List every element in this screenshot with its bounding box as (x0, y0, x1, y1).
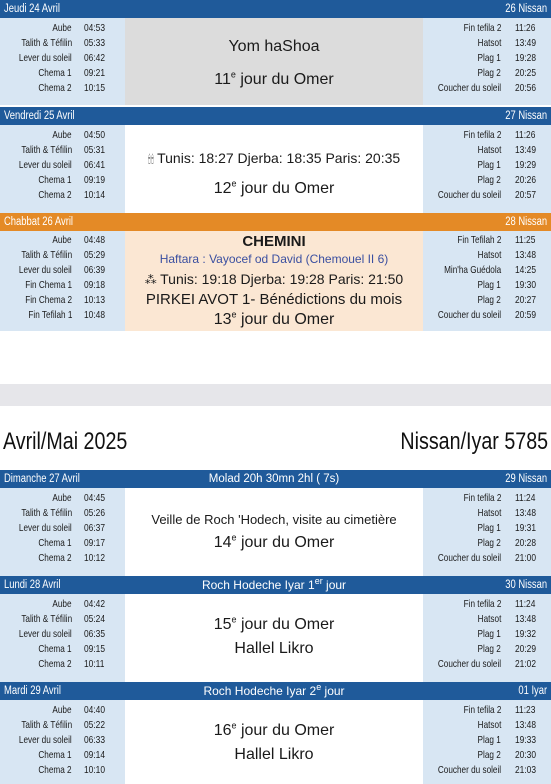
omer-line: 11e jour du Omer (214, 69, 334, 88)
time-value: 19:32 (515, 628, 537, 640)
day-date: Jeudi 24 Avril (4, 3, 60, 15)
haftara-line: Haftara : Vayocef od David (Chemouel II 6) (159, 252, 389, 266)
time-label: Plag 2 (477, 294, 501, 306)
time-row (0, 657, 125, 672)
time-row (0, 703, 125, 718)
time-label: Fin tefila 2 (463, 492, 501, 504)
time-label: Aube (52, 704, 72, 716)
time-row (423, 627, 551, 642)
time-row (423, 718, 551, 733)
day-content (125, 700, 423, 784)
page-separator (0, 384, 551, 406)
time-value: 05:33 (84, 37, 106, 49)
time-label: Fin Chema 1 (25, 279, 72, 291)
time-row (423, 657, 551, 672)
time-label: Chema 2 (38, 189, 72, 201)
time-value: 10:12 (84, 552, 106, 564)
time-value: 20:27 (515, 294, 537, 306)
times-right (423, 488, 551, 576)
day-content (125, 231, 423, 331)
time-value: 09:18 (84, 279, 106, 291)
time-row (0, 551, 125, 566)
time-label: Fin tefila 2 (463, 704, 501, 716)
time-row (423, 733, 551, 748)
time-row (0, 263, 125, 278)
time-label: Chema 1 (38, 67, 72, 79)
omer-line: 13e jour du Omer (213, 309, 335, 328)
time-label: Chema 2 (38, 82, 72, 94)
time-label: Fin tefila 2 (463, 22, 501, 34)
time-label: Coucher du soleil (437, 764, 501, 776)
hallel-line: Hallel Likro (234, 746, 314, 763)
time-row (0, 233, 125, 248)
time-label: Chema 2 (38, 552, 72, 564)
time-row (423, 763, 551, 778)
time-value: 05:26 (84, 507, 106, 519)
times-left (0, 488, 125, 576)
time-label: Chema 2 (38, 764, 72, 776)
time-value: 10:11 (84, 658, 105, 670)
time-value: 21:00 (515, 552, 537, 564)
candle-times-line (125, 150, 423, 167)
time-row (423, 278, 551, 293)
time-value: 05:22 (84, 719, 106, 731)
time-value: 04:50 (84, 129, 106, 141)
day-content (125, 488, 423, 576)
times-right (423, 594, 551, 682)
parasha-name: CHEMINI (242, 233, 306, 250)
time-value: 05:29 (84, 249, 106, 261)
time-row (0, 128, 125, 143)
day-block-chabbat (0, 213, 551, 331)
time-label: Min'ha Guédola (443, 264, 501, 276)
time-value: 19:31 (515, 522, 537, 534)
omer-line: 15e jour du Omer (213, 614, 335, 633)
day-date: Mardi 29 Avril (4, 685, 61, 697)
time-label: Lever du soleil (19, 264, 72, 276)
time-value: 05:31 (84, 144, 106, 156)
time-label: Coucher du soleil (437, 309, 501, 321)
time-label: Hatsot (477, 249, 501, 261)
day-block-mardi (0, 682, 551, 784)
time-row (0, 173, 125, 188)
time-label: Fin tefila 2 (463, 598, 501, 610)
time-row (423, 263, 551, 278)
times-left (0, 125, 125, 213)
time-label: Aube (52, 492, 72, 504)
time-value: 19:28 (515, 52, 537, 64)
time-row (423, 642, 551, 657)
time-row (0, 748, 125, 763)
time-row (423, 36, 551, 51)
time-row (0, 536, 125, 551)
time-value: 20:56 (515, 82, 537, 94)
time-label: Lever du soleil (19, 734, 72, 746)
time-value: 04:42 (84, 598, 106, 610)
time-label: Fin Tefilah 1 (27, 309, 72, 321)
time-value: 04:45 (84, 492, 106, 504)
time-label: Chema 1 (38, 749, 72, 761)
times-left (0, 700, 125, 784)
time-row (423, 293, 551, 308)
time-row (0, 308, 125, 323)
time-value: 20:25 (515, 67, 537, 79)
time-row (0, 143, 125, 158)
time-label: Fin tefila 2 (463, 129, 501, 141)
time-row (423, 188, 551, 203)
time-label: Plag 2 (477, 749, 501, 761)
times-right (423, 700, 551, 784)
time-row (0, 66, 125, 81)
omer-line: 16e jour du Omer (213, 720, 335, 739)
time-label: Talith & Téfilin (21, 507, 72, 519)
time-label: Fin Tefilah 2 (456, 234, 501, 246)
time-value: 04:48 (84, 234, 106, 246)
time-value: 11:25 (515, 234, 536, 246)
times-right (423, 125, 551, 213)
pirkei-avot-line: PIRKEI AVOT 1- Bénédictions du mois (145, 291, 403, 308)
time-value: 20:59 (515, 309, 537, 321)
time-value: 14:25 (515, 264, 537, 276)
time-label: Plag 1 (477, 52, 501, 64)
time-value: 21:03 (515, 764, 537, 776)
time-label: Plag 2 (477, 67, 501, 79)
ordinal-suffix: e (316, 682, 322, 692)
omer-line: 12e jour du Omer (213, 178, 335, 197)
time-value: 20:30 (515, 749, 537, 761)
time-value: 04:53 (84, 22, 106, 34)
hallel-line: Hallel Likro (234, 640, 314, 657)
havdala-times-line (125, 271, 423, 287)
time-value: 20:26 (515, 174, 537, 186)
time-row (423, 612, 551, 627)
time-row (0, 491, 125, 506)
time-row (423, 506, 551, 521)
time-row (423, 233, 551, 248)
time-row (423, 551, 551, 566)
times-left (0, 231, 125, 331)
time-label: Talith & Téfilin (21, 249, 72, 261)
day-header (0, 0, 551, 18)
time-value: 20:29 (515, 643, 537, 655)
event-line: Yom haShoa (228, 38, 320, 55)
time-row (423, 21, 551, 36)
havdala-times: Tunis: 19:18 Djerba: 19:28 Paris: 21:50 (160, 271, 404, 287)
time-value: 13:49 (515, 144, 537, 156)
time-value: 10:14 (84, 189, 106, 201)
time-label: Plag 2 (477, 174, 501, 186)
havdala-spice-icon: ⁂ (144, 273, 161, 287)
time-label: Talith & Téfilin (21, 719, 72, 731)
time-value: 20:57 (515, 189, 537, 201)
time-row (423, 521, 551, 536)
time-label: Hatsot (477, 144, 501, 156)
day-header (0, 107, 551, 125)
time-value: 09:21 (84, 67, 106, 79)
time-label: Chema 1 (38, 174, 72, 186)
time-label: Plag 1 (477, 628, 501, 640)
ordinal-suffix: e (231, 614, 237, 625)
time-label: Plag 1 (477, 734, 501, 746)
hebrew-date: 29 Nissan (505, 473, 547, 485)
time-row (423, 128, 551, 143)
time-label: Coucher du soleil (437, 552, 501, 564)
day-header (0, 470, 551, 488)
time-value: 06:42 (84, 52, 106, 64)
ordinal-suffix: e (230, 69, 236, 80)
time-value: 10:13 (84, 294, 106, 306)
time-label: Plag 2 (477, 537, 501, 549)
ordinal-suffix: e (231, 309, 237, 320)
hebrew-date: 27 Nissan (505, 110, 547, 122)
time-label: Coucher du soleil (437, 189, 501, 201)
time-label: Aube (52, 22, 72, 34)
day-content (125, 125, 423, 213)
day-header (0, 682, 551, 700)
time-row (0, 36, 125, 51)
time-row (0, 81, 125, 96)
time-row (423, 703, 551, 718)
time-value: 13:48 (515, 507, 537, 519)
time-row (0, 248, 125, 263)
time-label: Lever du soleil (19, 628, 72, 640)
time-value: 09:19 (84, 174, 106, 186)
time-value: 19:30 (515, 279, 537, 291)
time-label: Hatsot (477, 613, 501, 625)
day-block-dimanche (0, 470, 551, 576)
candle-times: Tunis: 18:27 Djerba: 18:35 Paris: 20:35 (157, 150, 401, 166)
time-row (423, 536, 551, 551)
time-row (423, 143, 551, 158)
day-date: Dimanche 27 Avril (4, 473, 80, 485)
ordinal-suffix: e (231, 720, 237, 731)
time-label: Aube (52, 598, 72, 610)
hebrew-date: 26 Nissan (505, 3, 547, 15)
time-label: Lever du soleil (19, 522, 72, 534)
time-row (423, 491, 551, 506)
time-row (423, 81, 551, 96)
time-row (423, 597, 551, 612)
day-block-vendredi (0, 107, 551, 213)
time-label: Aube (52, 129, 72, 141)
time-label: Coucher du soleil (437, 658, 501, 670)
times-left (0, 18, 125, 105)
day-header (0, 213, 551, 231)
time-row (423, 308, 551, 323)
time-row (0, 278, 125, 293)
time-value: 11:24 (515, 598, 536, 610)
time-row (423, 748, 551, 763)
time-label: Lever du soleil (19, 52, 72, 64)
hebrew-date: 30 Nissan (505, 579, 547, 591)
month-heading-gregorian: Avril/Mai 2025 (3, 428, 128, 455)
time-value: 06:37 (84, 522, 106, 534)
time-value: 10:10 (84, 764, 106, 776)
time-row (0, 521, 125, 536)
roch-hodech-header: Roch Hodeche Iyar 1er jour (201, 576, 347, 592)
time-label: Coucher du soleil (437, 82, 501, 94)
time-row (0, 21, 125, 36)
time-value: 10:48 (84, 309, 106, 321)
month-heading-hebrew: Nissan/Iyar 5785 (400, 428, 548, 455)
time-value: 09:15 (84, 643, 106, 655)
time-value: 06:39 (84, 264, 106, 276)
times-right (423, 18, 551, 105)
molad-header: Molad 20h 30mn 2hl ( 7s) (208, 473, 340, 485)
times-right (423, 231, 551, 331)
time-value: 19:33 (515, 734, 537, 746)
time-label: Talith & Téfilin (21, 37, 72, 49)
roch-hodech-header: Roch Hodeche Iyar 2e jour (203, 682, 345, 698)
time-row (0, 627, 125, 642)
day-date: Vendredi 25 Avril (4, 110, 75, 122)
time-row (0, 506, 125, 521)
omer-line: 14e jour du Omer (213, 532, 335, 551)
time-label: Plag 1 (477, 279, 501, 291)
time-value: 06:41 (84, 159, 106, 171)
time-label: Chema 1 (38, 537, 72, 549)
day-content (125, 594, 423, 682)
time-row (423, 66, 551, 81)
time-row (0, 763, 125, 778)
time-row (0, 597, 125, 612)
time-value: 19:29 (515, 159, 537, 171)
time-row (423, 173, 551, 188)
time-label: Chema 2 (38, 658, 72, 670)
time-value: 13:49 (515, 37, 537, 49)
two-candles-icon: 🕯🕯 (147, 154, 158, 166)
time-value: 04:40 (84, 704, 106, 716)
time-value: 20:28 (515, 537, 537, 549)
day-block-jeudi (0, 0, 551, 105)
ordinal-suffix: e (231, 178, 237, 189)
time-label: Lever du soleil (19, 159, 72, 171)
time-row (423, 248, 551, 263)
time-value: 11:26 (515, 22, 536, 34)
ordinal-suffix: e (231, 532, 237, 543)
time-row (0, 188, 125, 203)
time-value: 05:24 (84, 613, 106, 625)
time-label: Plag 1 (477, 522, 501, 534)
time-value: 11:26 (515, 129, 536, 141)
time-label: Hatsot (477, 719, 501, 731)
day-date: Chabbat 26 Avril (4, 216, 74, 228)
event-line: Veille de Roch 'Hodech, visite au cimetière (151, 512, 397, 527)
hebrew-date: 28 Nissan (505, 216, 547, 228)
time-row (423, 51, 551, 66)
times-left (0, 594, 125, 682)
day-header (0, 576, 551, 594)
time-value: 13:48 (515, 249, 537, 261)
time-value: 10:15 (84, 82, 106, 94)
time-label: Hatsot (477, 507, 501, 519)
time-value: 13:48 (515, 613, 537, 625)
time-label: Talith & Téfilin (21, 613, 72, 625)
time-value: 09:14 (84, 749, 106, 761)
time-value: 09:17 (84, 537, 106, 549)
time-label: Hatsot (477, 37, 501, 49)
time-row (0, 51, 125, 66)
day-block-lundi (0, 576, 551, 682)
time-value: 21:02 (515, 658, 537, 670)
time-value: 11:24 (515, 492, 536, 504)
time-label: Plag 1 (477, 159, 501, 171)
day-date: Lundi 28 Avril (4, 579, 61, 591)
time-label: Plag 2 (477, 643, 501, 655)
time-label: Aube (52, 234, 72, 246)
time-row (0, 718, 125, 733)
time-value: 06:35 (84, 628, 106, 640)
time-value: 06:33 (84, 734, 106, 746)
time-row (0, 158, 125, 173)
time-row (0, 733, 125, 748)
day-content (125, 18, 423, 105)
time-row (0, 642, 125, 657)
time-label: Talith & Téfilin (21, 144, 72, 156)
ordinal-suffix: er (314, 576, 323, 586)
time-row (423, 158, 551, 173)
time-label: Fin Chema 2 (25, 294, 72, 306)
time-row (0, 612, 125, 627)
time-row (0, 293, 125, 308)
time-value: 13:48 (515, 719, 537, 731)
hebrew-date: 01 Iyar (518, 685, 547, 697)
time-value: 11:23 (515, 704, 536, 716)
time-label: Chema 1 (38, 643, 72, 655)
